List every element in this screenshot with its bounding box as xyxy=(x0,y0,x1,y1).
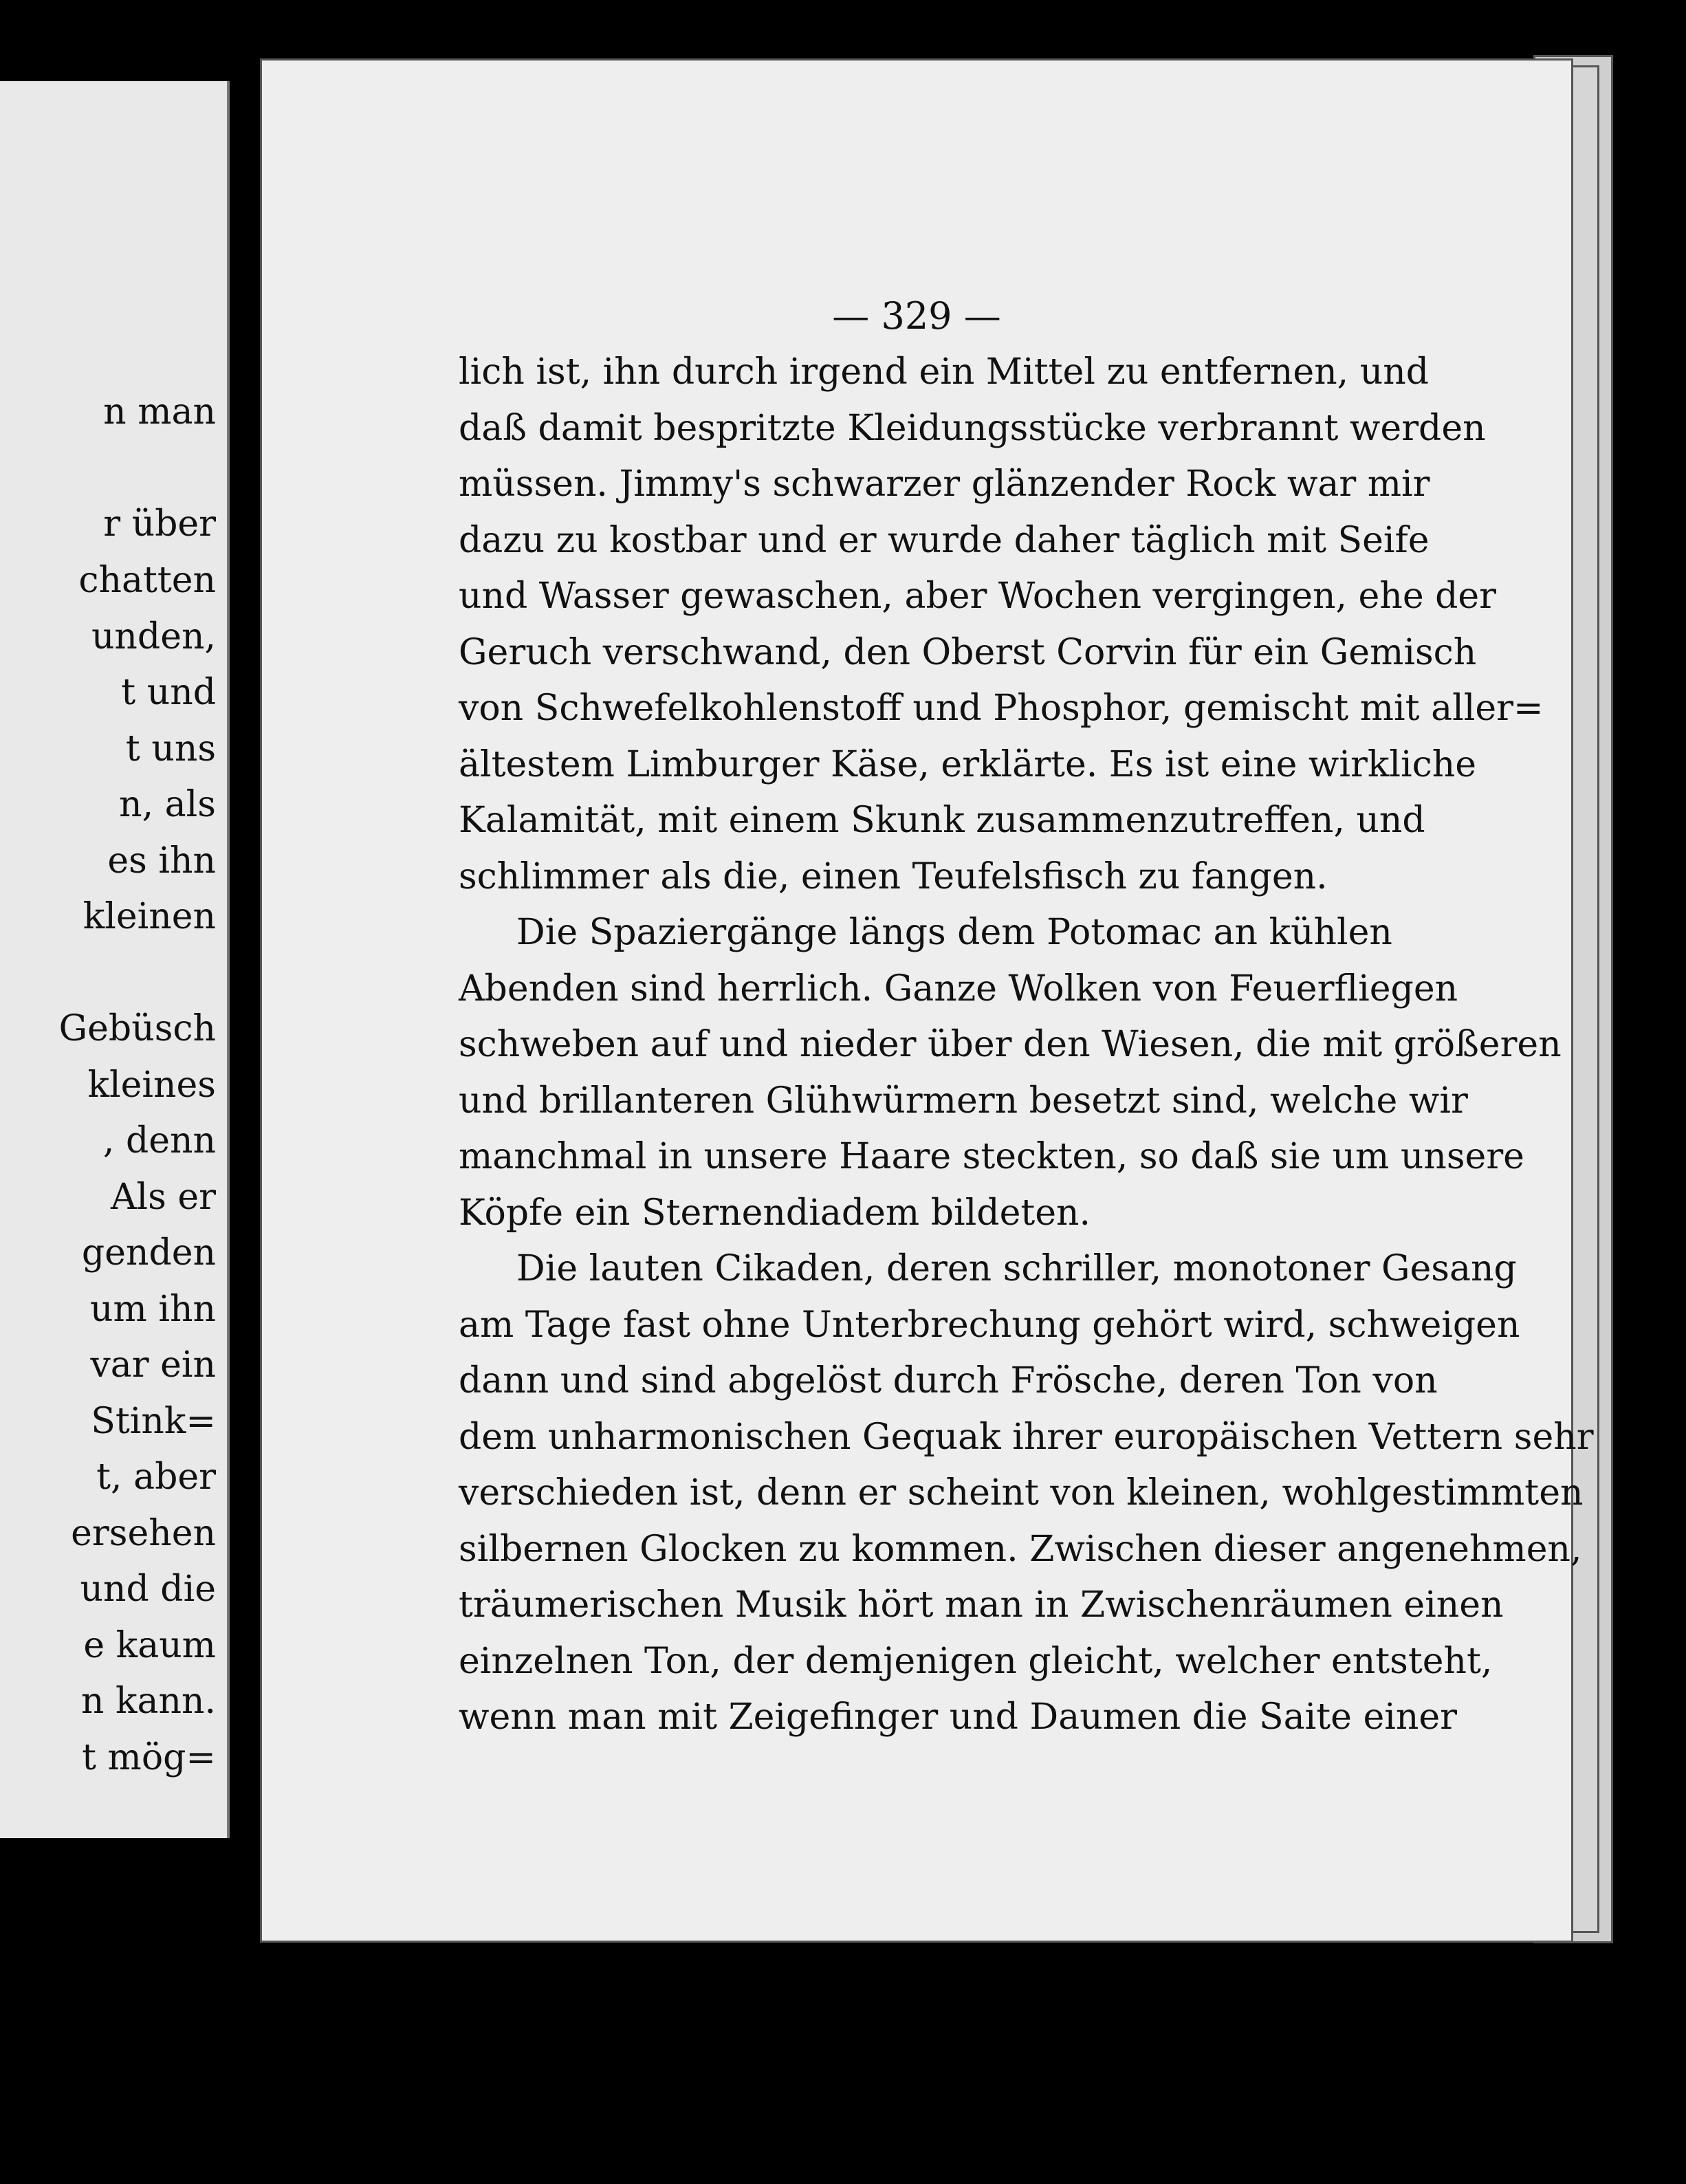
left-page-fragment: Stink= xyxy=(91,1401,216,1442)
previous-page xyxy=(0,81,230,1838)
left-page-fragment: e kaum xyxy=(83,1625,216,1666)
text-line: Abenden sind herrlich. Ganze Wolken von Feuerfliegen xyxy=(459,968,1458,1009)
left-page-fragment: es ihn xyxy=(107,840,216,882)
left-page-fragment: t und xyxy=(121,672,216,713)
text-line: dazu zu kostbar und er wurde daher täglich mit Seife xyxy=(459,520,1430,561)
text-line: silbernen Glocken zu kommen. Zwischen dieser angenehmen, xyxy=(459,1529,1582,1570)
left-page-fragment: unden, xyxy=(91,616,216,657)
text-line: Kalamität, mit einem Skunk zusammenzutreffen, und xyxy=(459,800,1425,841)
left-page-fragment: Als er xyxy=(110,1177,216,1218)
text-line: einzelnen Ton, der demjenigen gleicht, welcher entsteht, xyxy=(459,1641,1493,1682)
text-line: wenn man mit Zeigefinger und Daumen die Saite einer xyxy=(459,1696,1457,1738)
left-page-fragment: genden xyxy=(81,1232,216,1274)
text-line: müssen. Jimmy's schwarzer glänzender Rock war mir xyxy=(459,463,1430,505)
text-line: lich ist, ihn durch irgend ein Mittel zu entfernen, und xyxy=(459,351,1430,393)
text-line: von Schwefelkohlenstoff und Phosphor, gemischt mit aller= xyxy=(459,688,1544,729)
left-page-fragment: t uns xyxy=(125,728,216,769)
text-line: dann und sind abgelöst durch Frösche, deren Ton von xyxy=(459,1360,1438,1401)
text-line: schlimmer als die, einen Teufelsfisch zu fangen. xyxy=(459,856,1328,897)
text-line: schweben auf und nieder über den Wiesen, die mit größeren xyxy=(459,1024,1562,1065)
text-line: ältestem Limburger Käse, erklärte. Es ist eine wirkliche xyxy=(459,744,1477,785)
left-page-fragment: um ihn xyxy=(90,1289,216,1330)
left-page-fragment: n, als xyxy=(119,784,216,825)
left-page-fragment: n kann. xyxy=(80,1681,216,1722)
text-line: dem unharmonischen Gequak ihrer europäischen Vettern sehr xyxy=(459,1417,1594,1458)
left-page-fragment: kleines xyxy=(87,1064,216,1106)
text-line: verschieden ist, denn er scheint von kleinen, wohlgestimmten xyxy=(459,1472,1584,1514)
text-line: und Wasser gewaschen, aber Wochen vergingen, ehe der xyxy=(459,576,1497,617)
left-page-fragment: var ein xyxy=(90,1344,216,1386)
left-page-fragment: Gebüsch xyxy=(58,1008,216,1049)
left-page-fragment: kleinen xyxy=(83,896,216,937)
text-line: und brillanteren Glühwürmern besetzt sind, welche wir xyxy=(459,1080,1468,1122)
page-number: — 329 — xyxy=(832,294,1001,338)
left-page-fragment: chatten xyxy=(78,560,216,601)
book-page xyxy=(260,58,1594,1943)
left-page-fragment: , denn xyxy=(102,1120,216,1161)
text-line: Köpfe ein Sternendiadem bildeten. xyxy=(459,1192,1091,1234)
text-line: daß damit bespritzte Kleidungsstücke verbrannt werden xyxy=(459,408,1486,449)
left-page-fragment: t, aber xyxy=(96,1456,216,1498)
text-line: am Tage fast ohne Unterbrechung gehört wird, schweigen xyxy=(459,1304,1520,1346)
left-page-fragment: ersehen xyxy=(71,1513,216,1554)
text-line: Die Spaziergänge längs dem Potomac an kühlen xyxy=(516,912,1392,953)
text-line: Die lauten Cikaden, deren schriller, monotoner Gesang xyxy=(516,1248,1517,1289)
text-line: träumerischen Musik hört man in Zwischenräumen einen xyxy=(459,1584,1504,1626)
text-line: Geruch verschwand, den Oberst Corvin für ein Gemisch xyxy=(459,632,1477,673)
left-page-fragment: t mög= xyxy=(82,1737,216,1778)
left-page-fragment: und die xyxy=(80,1569,216,1610)
text-line: manchmal in unsere Haare steckten, so daß sie um unsere xyxy=(459,1136,1524,1177)
left-page-fragment: r über xyxy=(103,503,216,545)
left-page-fragment: n man xyxy=(103,391,216,433)
